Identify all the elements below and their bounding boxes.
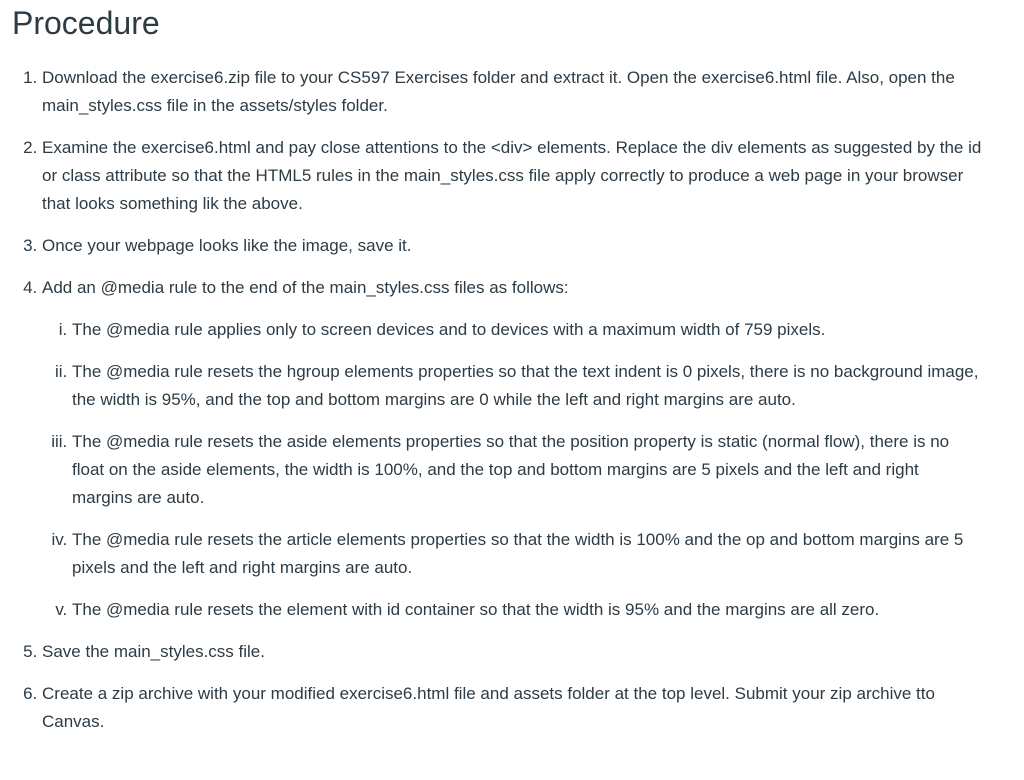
step-5-text: Save the main_styles.css file. xyxy=(42,642,265,661)
step-3 xyxy=(42,232,1012,260)
step-1-text: Download the exercise6.zip file to your CS597 Exercises folder and extract it. Open the exercise6.html file. Also, open the main_styles.css file in the assets/styles folder. xyxy=(42,68,955,115)
substep-i xyxy=(72,316,982,344)
step-2-text: Examine the exercise6.html and pay close attentions to the <div> elements. Replace the div elements as suggested by the id or class attribute so that the HTML5 rules in the main_styles.css file apply correctly to produce a web page in your browser that looks something lik the above. xyxy=(42,138,982,213)
substep-iv xyxy=(72,526,982,582)
procedure-list xyxy=(12,64,1012,736)
step-6-text: Create a zip archive with your modified exercise6.html file and assets folder at the top level. Submit your zip archive tto Canvas. xyxy=(42,684,935,731)
page-title: Procedure xyxy=(12,5,160,41)
substep-iv-text: The @media rule resets the article elements properties so that the width is 100% and the op and bottom margins are 5 pixels and the left and right margins are auto. xyxy=(72,530,964,577)
step-3-text: Once your webpage looks like the image, save it. xyxy=(42,236,412,255)
media-rule-substeps xyxy=(42,316,982,624)
substep-iii xyxy=(72,428,982,512)
substep-iii-text: The @media rule resets the aside elements properties so that the position property is static (normal flow), there is no float on the aside elements, the width is 100%, and the top and bottom margins are 5 pixels and the left and right margins are auto. xyxy=(72,432,950,507)
substep-i-text: The @media rule applies only to screen devices and to devices with a maximum width of 759 pixels. xyxy=(72,320,826,339)
substep-v-text: The @media rule resets the element with id container so that the width is 95% and the margins are all zero. xyxy=(72,600,880,619)
substep-v xyxy=(72,596,982,624)
substep-ii-text: The @media rule resets the hgroup elements properties so that the text indent is 0 pixels, there is no background image, the width is 95%, and the top and bottom margins are 0 while the left and right margins are auto. xyxy=(72,362,979,409)
step-5 xyxy=(42,638,1012,666)
step-4 xyxy=(42,274,1012,624)
step-2 xyxy=(42,134,1012,218)
step-6 xyxy=(42,680,1012,736)
step-4-text: Add an @media rule to the end of the main_styles.css files as follows: xyxy=(42,278,569,297)
step-1 xyxy=(42,64,1012,120)
substep-ii xyxy=(72,358,982,414)
